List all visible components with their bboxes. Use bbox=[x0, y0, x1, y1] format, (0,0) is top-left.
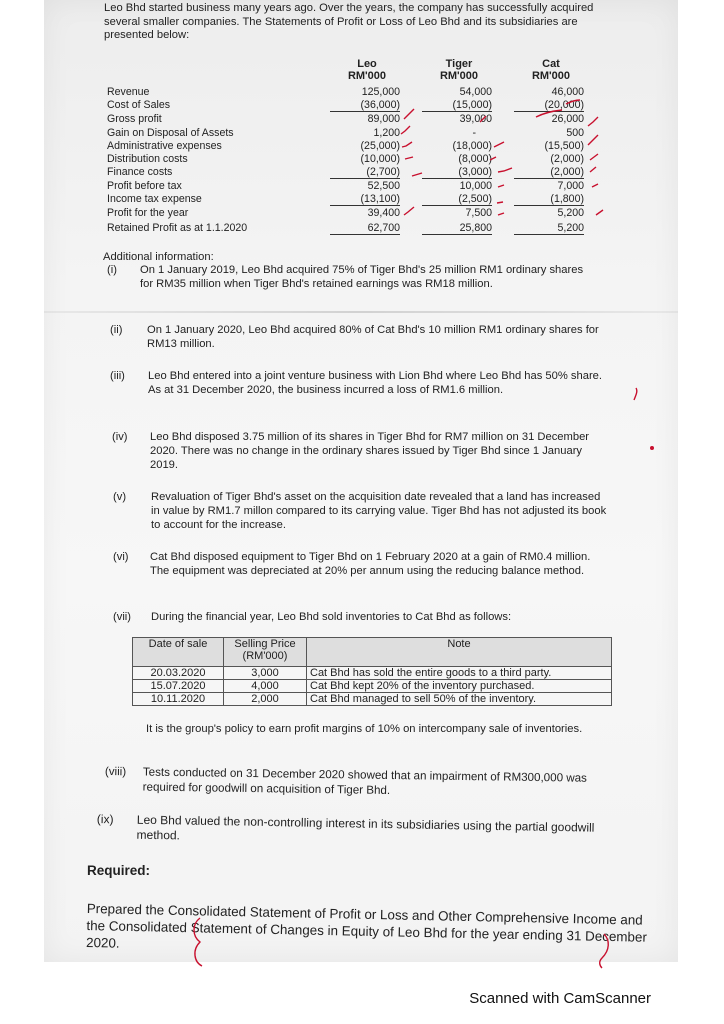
table-row bbox=[133, 680, 612, 693]
tiger-value: 25,800 bbox=[422, 222, 492, 235]
leo-value: (2,700) bbox=[330, 166, 400, 179]
note-number: (iii) bbox=[110, 370, 125, 382]
note-text: Leo Bhd valued the non-controlling interest in its subsidiaries using the partial goodwill method. bbox=[136, 812, 595, 843]
leo-value: 62,700 bbox=[330, 222, 400, 235]
sale-note: Cat Bhd kept 20% of the inventory purchased. bbox=[307, 680, 612, 693]
note-text: During the financial year, Leo Bhd sold inventories to Cat Bhd as follows: bbox=[151, 611, 512, 623]
column-unit: RM'000 bbox=[347, 70, 387, 82]
leo-value: 39,400 bbox=[367, 207, 400, 219]
tiger-value: 10,000 bbox=[459, 180, 492, 192]
sale-price: 4,000 bbox=[224, 680, 307, 693]
header-note: Note bbox=[307, 638, 612, 667]
tiger-value: (18,000) bbox=[452, 140, 492, 152]
note-text: Leo Bhd disposed 3.75 million of its shares in Tiger Bhd for RM7 million on 31 December 2020. There was no change in the ordinary shares issued by Tiger Bhd since 1 January 2019. bbox=[150, 431, 590, 471]
note-text: Cat Bhd disposed equipment to Tiger Bhd on 1 February 2020 at a gain of RM0.4 million. The equipment was depreciated at 20% per annum using the reducing balance method. bbox=[150, 551, 591, 577]
scanner-watermark: Scanned with CamScanner bbox=[469, 990, 651, 1007]
sale-note: Cat Bhd managed to sell 50% of the inventory. bbox=[307, 693, 612, 706]
sale-date: 15.07.2020 bbox=[133, 680, 224, 693]
note-number: (ii) bbox=[110, 324, 123, 336]
tiger-value: - bbox=[472, 127, 476, 139]
note-text: Tests conducted on 31 December 2020 showed that an impairment of RM300,000 was required for goodwill on acquisition of Tiger Bhd. bbox=[142, 765, 587, 797]
column-unit: RM'000 bbox=[439, 70, 479, 82]
tiger-value: 7,500 bbox=[465, 207, 492, 219]
cat-value: 5,200 bbox=[557, 207, 584, 219]
intro-paragraph: Leo Bhd started business many years ago. Over the years, the company has successfully acquired several smaller companies. The Statements of Profit or Loss of Leo Bhd and its subsidiaries are presented below: bbox=[104, 2, 594, 42]
page-fold-line bbox=[44, 311, 678, 313]
cat-value: (2,000) bbox=[550, 153, 584, 165]
note-number: (vi) bbox=[113, 551, 129, 563]
additional-info-heading: Additional information: bbox=[103, 251, 214, 263]
group-policy-text: It is the group's policy to earn profit margins of 10% on intercompany sale of inventories. bbox=[146, 723, 583, 735]
leo-value: (10,000) bbox=[360, 153, 400, 165]
cat-value: (1,800) bbox=[514, 193, 584, 206]
header-date: Date of sale bbox=[133, 638, 224, 667]
required-heading: Required: bbox=[87, 863, 151, 878]
row-label: Retained Profit as at 1.1.2020 bbox=[107, 222, 248, 234]
leo-value: (13,100) bbox=[330, 193, 400, 206]
column-unit: RM'000 bbox=[531, 70, 571, 82]
cat-value: 7,000 bbox=[557, 180, 584, 192]
row-label: Finance costs bbox=[107, 166, 173, 178]
column-header-tiger bbox=[432, 58, 486, 82]
leo-value: 1,200 bbox=[373, 127, 400, 139]
note-number: (viii) bbox=[104, 765, 127, 779]
note-number: (ix) bbox=[96, 812, 114, 827]
note-number: (v) bbox=[113, 491, 127, 503]
leo-value: 52,500 bbox=[367, 180, 400, 192]
tiger-value: (2,500) bbox=[422, 193, 492, 206]
tiger-value: 54,000 bbox=[459, 86, 492, 98]
column-name: Tiger bbox=[445, 58, 473, 70]
tiger-value: (3,000) bbox=[422, 166, 492, 179]
cat-value: 500 bbox=[566, 127, 584, 139]
table-header-row bbox=[133, 638, 612, 667]
sale-note: Cat Bhd has sold the entire goods to a third party. bbox=[307, 667, 612, 680]
row-label: Profit for the year bbox=[107, 207, 189, 219]
column-name: Cat bbox=[542, 58, 560, 70]
note-text: On 1 January 2019, Leo Bhd acquired 75% of Tiger Bhd's 25 million RM1 ordinary shares for RM35 million when Tiger Bhd's retained earnings was RM18 million. bbox=[140, 264, 584, 290]
column-header-cat bbox=[524, 58, 578, 82]
note-text: Revaluation of Tiger Bhd's asset on the acquisition date revealed that a land has increased in value by RM1.7 millon compared to its carrying value. Tiger Bhd has not adjusted its book to account for the increase. bbox=[151, 491, 607, 531]
row-label: Administrative expenses bbox=[107, 140, 222, 152]
note-text: On 1 January 2020, Leo Bhd acquired 80% of Cat Bhd's 10 million RM1 ordinary shares for RM13 million. bbox=[147, 324, 599, 350]
row-label: Revenue bbox=[107, 86, 150, 98]
cat-value: (15,500) bbox=[544, 140, 584, 152]
sale-date: 20.03.2020 bbox=[133, 667, 224, 680]
row-label: Distribution costs bbox=[107, 153, 188, 165]
tiger-value: 39,000 bbox=[459, 113, 492, 125]
row-label: Gain on Disposal of Assets bbox=[107, 127, 234, 139]
tiger-value: (15,000) bbox=[422, 99, 492, 112]
column-header-leo bbox=[340, 58, 394, 82]
table-row bbox=[133, 693, 612, 706]
note-number: (i) bbox=[107, 264, 117, 276]
row-label: Income tax expense bbox=[107, 193, 202, 205]
sale-price: 2,000 bbox=[224, 693, 307, 706]
sale-price: 3,000 bbox=[224, 667, 307, 680]
leo-value: (36,000) bbox=[330, 99, 400, 112]
column-name: Leo bbox=[357, 58, 377, 70]
leo-value: 89,000 bbox=[367, 113, 400, 125]
inventory-sales-table bbox=[132, 637, 612, 706]
table-row bbox=[133, 667, 612, 680]
tiger-value: (8,000) bbox=[458, 153, 492, 165]
cat-value: 46,000 bbox=[551, 86, 584, 98]
row-label: Cost of Sales bbox=[107, 99, 171, 111]
row-label: Gross profit bbox=[107, 113, 162, 125]
cat-value: (20,000) bbox=[514, 99, 584, 112]
required-task-text: Prepared the Consolidated Statement of Profit or Loss and Other Comprehensive Income and the Consolidated Statement of Changes in Equity of Leo Bhd for the year ending 31 December 2020. bbox=[85, 900, 648, 951]
note-number: (iv) bbox=[112, 431, 128, 443]
leo-value: (25,000) bbox=[360, 140, 400, 152]
cat-value: 26,000 bbox=[551, 113, 584, 125]
note-text: Leo Bhd entered into a joint venture business with Lion Bhd where Leo Bhd has 50% share. As at 31 December 2020, the business incurred a loss of RM1.6 million. bbox=[148, 370, 603, 396]
cat-value: 5,200 bbox=[514, 222, 584, 235]
row-label: Profit before tax bbox=[107, 180, 182, 192]
header-price: Selling Price (RM'000) bbox=[224, 638, 307, 667]
note-number: (vii) bbox=[113, 611, 132, 623]
leo-value: 125,000 bbox=[361, 86, 400, 98]
cat-value: (2,000) bbox=[514, 166, 584, 179]
sale-date: 10.11.2020 bbox=[133, 693, 224, 706]
